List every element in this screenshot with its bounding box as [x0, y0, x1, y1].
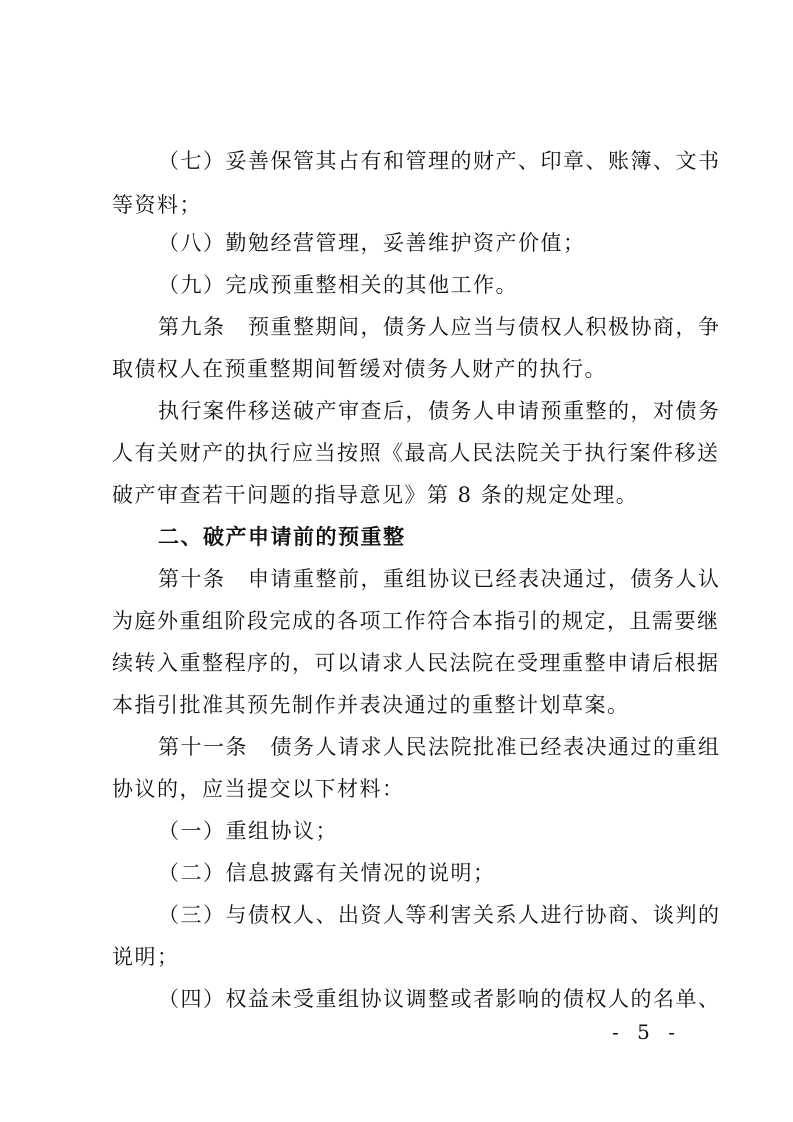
paragraph-line: 第十一条 债务人请求人民法院批准已经表决通过的重组	[158, 735, 721, 759]
paragraph-line: （三）与债权人、出资人等利害关系人进行协商、谈判的	[158, 903, 721, 927]
paragraph-line: 说明；	[112, 945, 180, 969]
paragraph-line: 续转入重整程序的，可以请求人民法院在受理重整申请后根据	[112, 651, 720, 675]
paragraph-line: 协议的，应当提交以下材料：	[112, 777, 405, 801]
paragraph-line: （二）信息披露有关情况的说明；	[158, 861, 496, 885]
paragraph-line: （九）完成预重整相关的其他工作。	[158, 273, 518, 297]
paragraph-line: 取债权人在预重整期间暂缓对债务人财产的执行。	[112, 357, 607, 381]
paragraph-line: 第九条 预重整期间，债务人应当与债权人积极协商，争	[158, 315, 721, 339]
page-number: - 5 -	[612, 1020, 681, 1044]
section-heading: 二、破产申请前的预重整	[158, 525, 406, 549]
paragraph-line: 第十条 申请重整前，重组协议已经表决通过，债务人认	[158, 567, 721, 591]
paragraph-line: 为庭外重组阶段完成的各项工作符合本指引的规定，且需要继	[112, 609, 720, 633]
paragraph-line: 人有关财产的执行应当按照《最高人民法院关于执行案件移送	[112, 441, 720, 465]
paragraph-line: 等资料；	[112, 193, 202, 217]
paragraph-line: （四）权益未受重组协议调整或者影响的债权人的名单、	[158, 987, 721, 1011]
paragraph-line: 执行案件移送破产审查后，债务人申请预重整的，对债务	[158, 399, 721, 423]
paragraph-line: 破产审查若干问题的指导意见》第 8 条的规定处理。	[112, 483, 639, 507]
paragraph-line: （七）妥善保管其占有和管理的财产、印章、账簿、文书	[158, 149, 721, 173]
paragraph-line: 本指引批准其预先制作并表决通过的重整计划草案。	[112, 693, 630, 717]
paragraph-line: （八）勤勉经营管理，妥善维护资产价值；	[158, 231, 586, 255]
paragraph-line: （一）重组协议；	[158, 819, 338, 843]
